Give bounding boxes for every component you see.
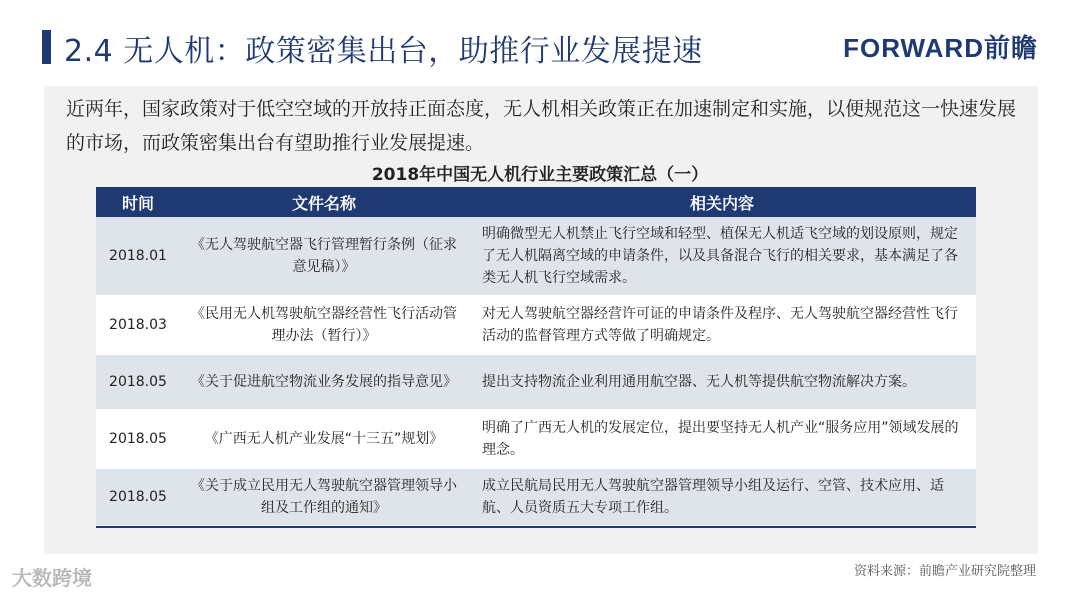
watermark: 大数跨境	[12, 566, 92, 590]
cell-time: 2018.05	[109, 374, 167, 390]
cell-time: 2018.01	[109, 248, 167, 264]
table-header	[96, 187, 976, 217]
table-row	[96, 217, 976, 296]
table-row	[96, 296, 976, 355]
table-title: 2018年中国无人机行业主要政策汇总（一）	[371, 165, 709, 185]
brand-logo: FORWARD前瞻	[843, 33, 1038, 63]
table-row	[96, 355, 976, 410]
header-document-name: 文件名称	[291, 193, 356, 213]
header-time: 时间	[121, 193, 154, 213]
cell-document-name: 《关于促进航空物流业务发展的指导意见》	[191, 374, 457, 390]
page-title: 2.4 无人机：政策密集出台，助推行业发展提速	[64, 34, 703, 69]
cell-document-name: 《广西无人机产业发展“十三五”规划》	[204, 431, 444, 447]
cell-content: 明确微型无人机禁止飞行空域和轻型、植保无人机适飞空域的划设原则，规定了无人机隔离空域的申请条件，以及具备混合飞行的相关要求，基本满足了各类无人机飞行空域需求。	[482, 226, 958, 286]
cell-content: 成立民航局民用无人驾驶航空器管理领导小组及运行、空管、技术应用、适航、人员资质五大专项工作组。	[482, 478, 944, 516]
cell-time: 2018.05	[109, 489, 167, 505]
cell-document-name: 《民用无人机驾驶航空器经营性飞行活动管理办法（暂行）》	[191, 306, 457, 344]
table-bottom-rule	[96, 526, 976, 528]
cell-document-name: 《关于成立民用无人驾驶航空器管理领导小组及工作组的通知》	[191, 478, 457, 516]
source-note: 资料来源：前瞻产业研究院整理	[853, 564, 1036, 579]
cell-content: 明确了广西无人机的发展定位，提出要坚持无人机产业“服务应用”领域发展的理念。	[482, 420, 959, 458]
cell-time: 2018.05	[109, 431, 167, 447]
intro-paragraph: 近两年，国家政策对于低空空域的开放持正面态度，无人机相关政策正在加速制定和实施，以便规范这一快速发展的市场，而政策密集出台有望助推行业发展提速。	[66, 98, 1017, 154]
policy-table	[96, 187, 976, 528]
table-row	[96, 410, 976, 469]
table-row	[96, 469, 976, 526]
cell-content: 对无人驾驶航空器经营许可证的申请条件及程序、无人驾驶航空器经营性飞行活动的监督管理方式等做了明确规定。	[482, 306, 958, 344]
cell-document-name: 《无人驾驶航空器飞行管理暂行条例（征求意见稿）》	[191, 237, 457, 275]
header-content: 相关内容	[689, 193, 754, 213]
cell-time: 2018.03	[109, 317, 167, 333]
title-accent-bar	[42, 30, 51, 64]
cell-content: 提出支持物流企业利用通用航空器、无人机等提供航空物流解决方案。	[482, 374, 916, 390]
